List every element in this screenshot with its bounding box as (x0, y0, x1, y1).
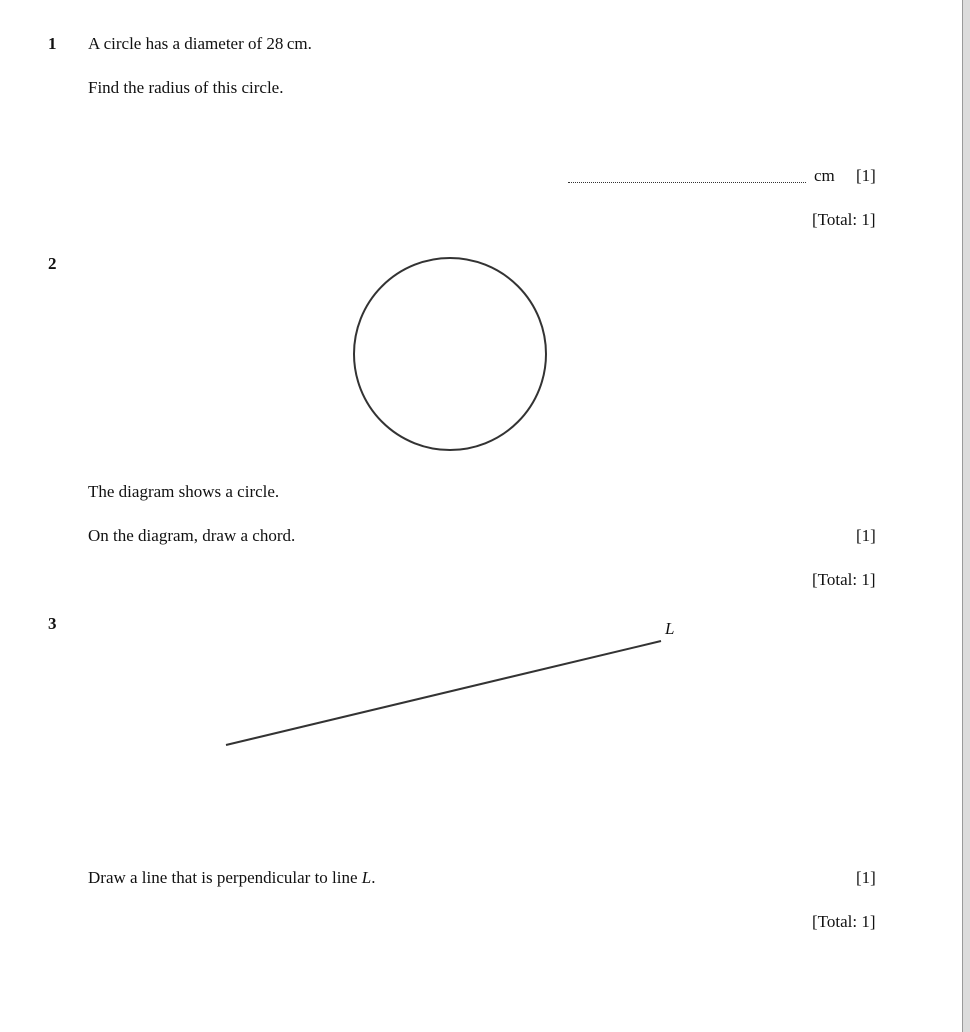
question-1-instruction: Find the radius of this circle. (88, 78, 284, 97)
question-3-total: [Total: 1] (812, 912, 876, 931)
question-3-marks: [1] (856, 868, 876, 887)
question-2-total: [Total: 1] (812, 570, 876, 589)
question-1-number: 1 (48, 34, 57, 53)
circle-diagram[interactable] (354, 258, 546, 450)
instruction-text: Draw a line that is perpendicular to line (88, 868, 362, 887)
instruction-end: . (371, 868, 376, 887)
question-1-total: [Total: 1] (812, 210, 876, 229)
question-2-text: The diagram shows a circle. (88, 482, 280, 501)
line-L-label: L (665, 619, 675, 638)
question-1-text: A circle has a diameter of 28 cm. (88, 34, 312, 53)
answer-unit: cm (814, 166, 835, 185)
instruction-variable: L (361, 868, 372, 887)
question-2-marks: [1] (856, 526, 876, 545)
question-2-number: 2 (48, 254, 57, 273)
question-2-instruction: On the diagram, draw a chord. (88, 526, 296, 545)
question-1-marks: [1] (856, 166, 876, 185)
question-3-number: 3 (48, 614, 57, 633)
question-3-instruction (88, 868, 376, 888)
line-L[interactable] (226, 641, 661, 745)
